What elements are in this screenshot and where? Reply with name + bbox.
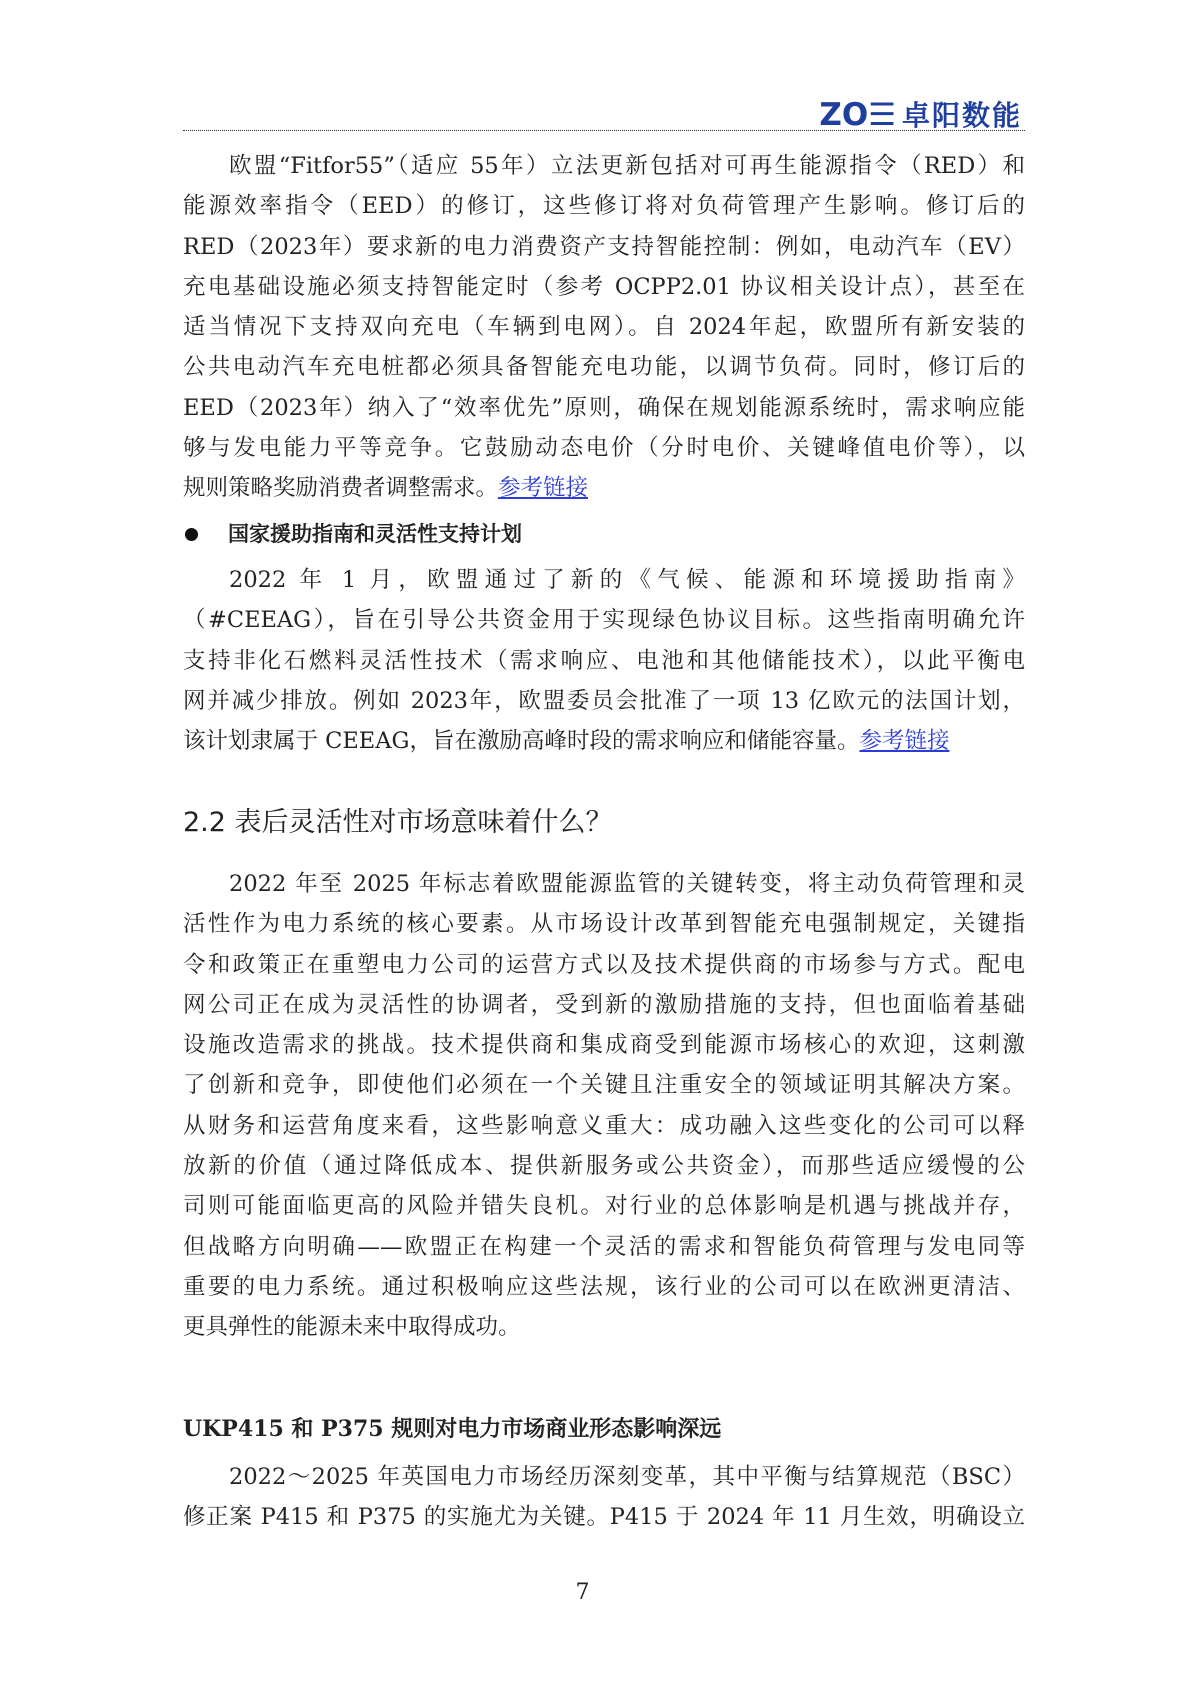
bullet-icon bbox=[185, 528, 198, 541]
text-line: 活性作为电力系统的核心要素。从市场设计改革到智能充电强制规定，关键指 bbox=[183, 911, 1025, 938]
text-line: 支持非化石燃料灵活性技术（需求响应、电池和其他储能技术），以此平衡电 bbox=[183, 647, 1025, 674]
section-heading: 2.2 表后灵活性对市场意味着什么？ bbox=[183, 807, 613, 838]
text-line: 公共电动汽车充电桩都必须具备智能充电功能，以调节负荷。同时，修订后的 bbox=[183, 354, 1025, 381]
text-span: 规则策略奖励消费者调整需求。 bbox=[183, 475, 499, 502]
reference-link[interactable]: 参考链接 bbox=[498, 475, 589, 502]
company-logo bbox=[819, 94, 1022, 134]
text-line: 更具弹性的能源未来中取得成功。 bbox=[183, 1314, 521, 1341]
text-line: 够与发电能力平等竞争。它鼓励动态电价（分时电价、关键峰值电价等），以 bbox=[183, 435, 1025, 462]
subheading: UKP415 和 P375 规则对电力市场商业形态影响深远 bbox=[183, 1416, 722, 1442]
text-line: 修正案 P415 和 P375 的实施尤为关键。P415 于 2024 年 11 月生效，明确设立 bbox=[183, 1504, 1025, 1531]
text-line: 2022～2025 年英国电力市场经历深刻变革，其中平衡与结算规范（BSC） bbox=[229, 1464, 1025, 1490]
text-line: 从财务和运营角度来看，这些影响意义重大：成功融入这些变化的公司可以释 bbox=[183, 1112, 1025, 1139]
logo-mark: ZO☰ bbox=[819, 97, 896, 133]
text-line: 2022 年 1 月，欧盟通过了新的《气候、能源和环境援助指南》 bbox=[229, 567, 1025, 593]
paragraph-ceeag bbox=[183, 560, 1025, 761]
bullet-item bbox=[183, 514, 1025, 554]
paragraph-market-impact bbox=[183, 864, 1025, 1348]
text-line: 但战略方向明确——欧盟正在构建一个灵活的需求和智能负荷管理与发电同等 bbox=[183, 1233, 1025, 1260]
text-span: 该计划隶属于 CEEAG，旨在激励高峰时段的需求响应和储能容量。 bbox=[183, 728, 860, 755]
logo-text: 卓阳数能 bbox=[901, 99, 1022, 132]
text-line: 重要的电力系统。通过积极响应这些法规，该行业的公司可以在欧洲更清洁、 bbox=[183, 1273, 1025, 1300]
reference-link[interactable]: 参考链接 bbox=[859, 728, 950, 755]
text-line: （#CEEAG），旨在引导公共资金用于实现绿色协议目标。这些指南明确允许 bbox=[183, 607, 1025, 634]
text-line: 网公司正在成为灵活性的协调者，受到新的激励措施的支持，但也面临着基础 bbox=[183, 991, 1025, 1018]
text-line: 设施改造需求的挑战。技术提供商和集成商受到能源市场核心的欢迎，这刺激 bbox=[183, 1032, 1025, 1059]
text-line: EED（2023年）纳入了“效率优先”原则，确保在规划能源系统时，需求响应能 bbox=[183, 394, 1025, 421]
bullet-heading: 国家援助指南和灵活性支持计划 bbox=[228, 522, 522, 546]
header-divider bbox=[183, 130, 1025, 131]
text-line: 2022 年至 2025 年标志着欧盟能源监管的关键转变，将主动负荷管理和灵 bbox=[229, 871, 1025, 897]
text-line: 网并减少排放。例如 2023年，欧盟委员会批准了一项 13 亿欧元的法国计划， bbox=[183, 687, 1025, 714]
paragraph-uk-bsc bbox=[183, 1457, 1025, 1538]
text-line: 能源效率指令（EED）的修订，这些修订将对负荷管理产生影响。修订后的 bbox=[183, 193, 1025, 220]
text-line: 适当情况下支持双向充电（车辆到电网）。自 2024年起，欧盟所有新安装的 bbox=[183, 314, 1025, 341]
text-line bbox=[183, 468, 1025, 508]
paragraph-fitfor55 bbox=[183, 146, 1025, 509]
text-line: 令和政策正在重塑电力公司的运营方式以及技术提供商的市场参与方式。配电 bbox=[183, 951, 1025, 978]
text-line: 了创新和竞争，即使他们必须在一个关键且注重安全的领域证明其解决方案。 bbox=[183, 1072, 1025, 1099]
text-line bbox=[183, 721, 1025, 761]
text-line: 司则可能面临更高的风险并错失良机。对行业的总体影响是机遇与挑战并存， bbox=[183, 1193, 1025, 1220]
page-number: 7 bbox=[575, 1580, 590, 1605]
text-line: 欧盟“Fitfor55”（适应 55年）立法更新包括对可再生能源指令（RED）和 bbox=[229, 153, 1025, 179]
text-line: 放新的价值（通过降低成本、提供新服务或公共资金），而那些适应缓慢的公 bbox=[183, 1153, 1025, 1180]
text-line: RED（2023年）要求新的电力消费资产支持智能控制：例如，电动汽车（EV） bbox=[183, 233, 1025, 260]
text-line: 充电基础设施必须支持智能定时（参考 OCPP2.01 协议相关设计点），甚至在 bbox=[183, 273, 1025, 300]
